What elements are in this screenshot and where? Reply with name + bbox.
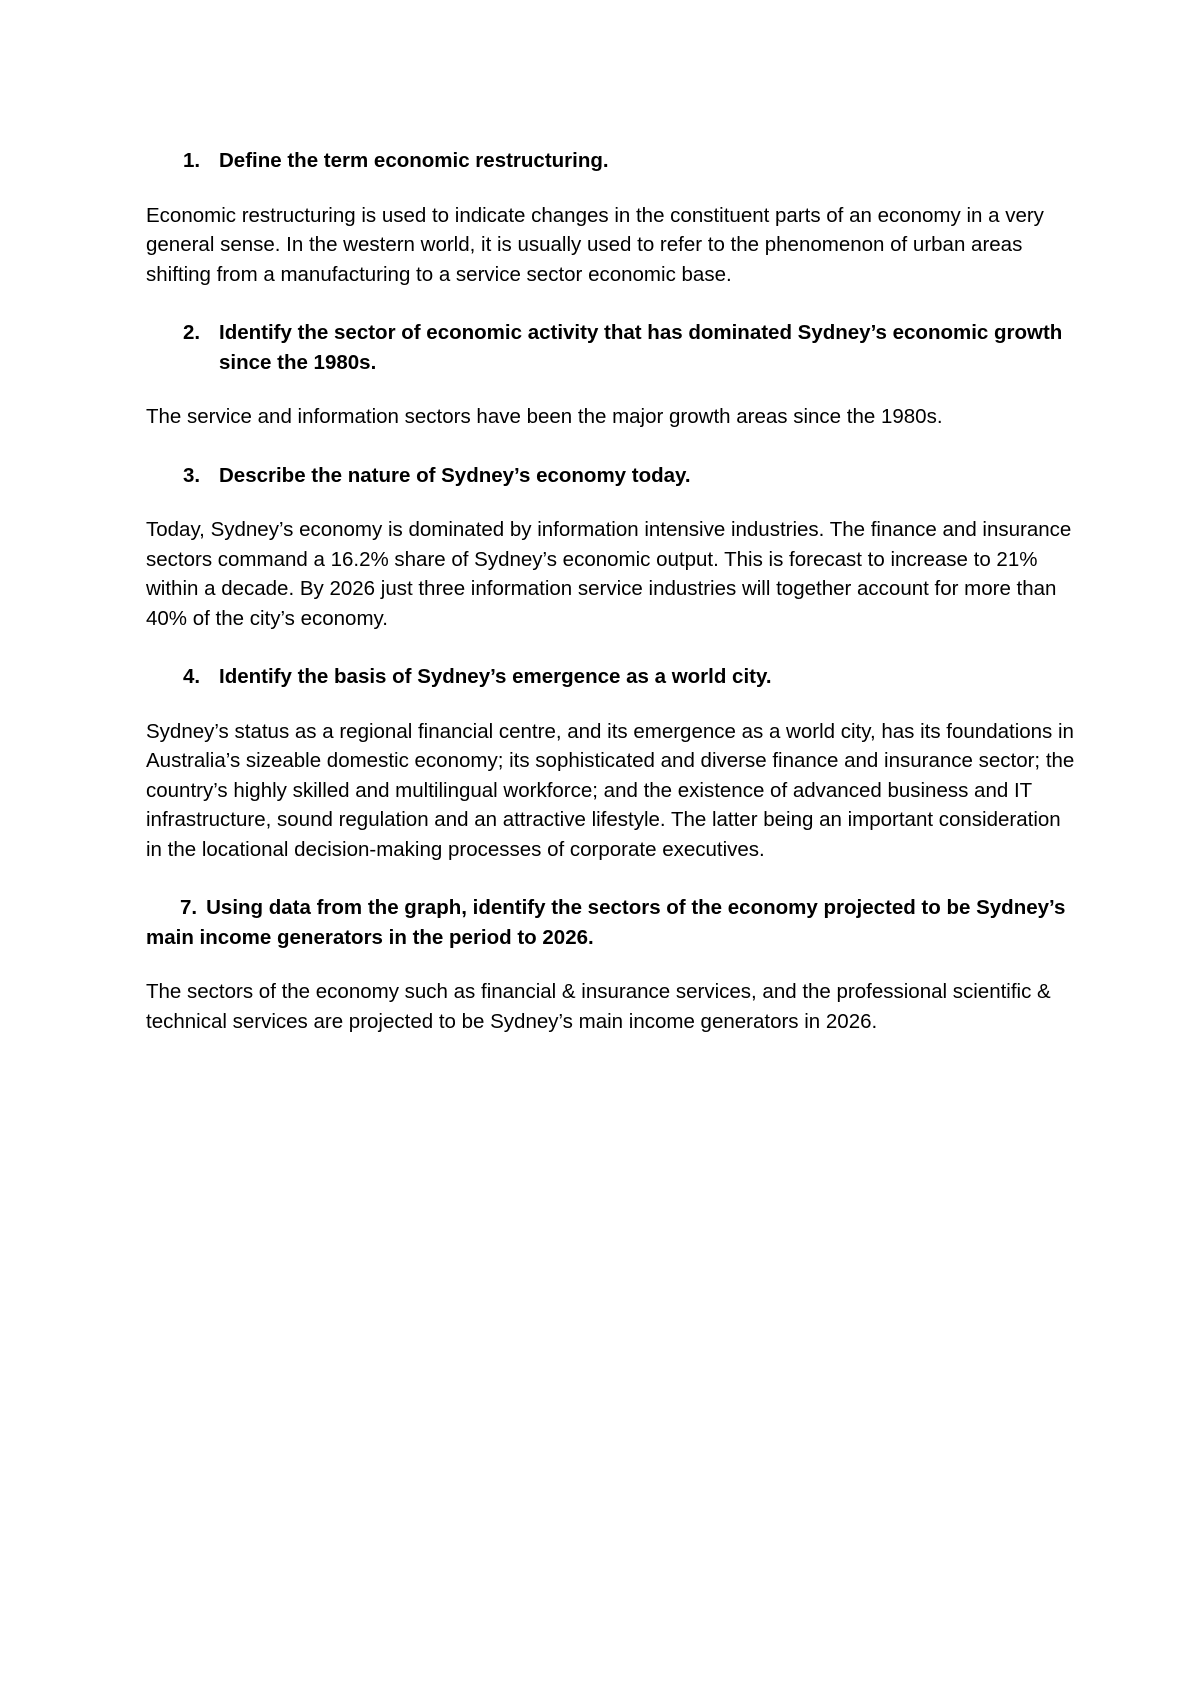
answer-1: Economic restructuring is used to indicate changes in the constituent parts of an economy in a very general sense. In the western world, it is usually used to refer to the phenomenon of urban areas shifting from a manufacturing to a service sector economic base. [146,203,1044,286]
question-text: Identify the sector of economic activity that has dominated Sydney’s economic growth since the 1980s. [219,321,1063,374]
question-2 [146,318,1076,377]
question-text: Identify the basis of Sydney’s emergence as a world city. [219,665,772,688]
answer-7: The sectors of the economy such as financial & insurance services, and the professional scientific & technical services are projected to be Sydney’s main income generators in 2026. [146,980,1051,1033]
question-number: 3. [183,463,201,487]
question-1 [146,146,1076,176]
answer-3: Today, Sydney’s economy is dominated by information intensive industries. The finance and insurance sectors command a 16.2% share of Sydney’s economic output. This is forecast to increase to 21% within a decade. By 2026 just three information service industries will together account for more than 40% of the city’s economy. [146,518,1072,630]
question-text: Define the term economic restructuring. [219,149,609,172]
question-text: Describe the nature of Sydney’s economy today. [219,463,691,487]
document-body [146,146,1076,1036]
question-text: Using data from the graph, identify the sectors of the economy projected to be Sydney’s main income generators in the period to 2026. [146,896,1066,949]
question-7 [146,893,1076,952]
answer-2: The service and information sectors have been the major growth areas since the 1980s. [146,405,943,428]
question-number: 4. [183,665,201,688]
question-number: 1. [183,149,201,172]
question-number: 2. [183,321,201,344]
answer-4: Sydney’s status as a regional financial centre, and its emergence as a world city, has its foundations in Australia’s sizeable domestic economy; its sophisticated and diverse finance and insurance sector; the country’s highly skilled and multilingual workforce; and the existence of advanced business and IT infrastructure, sound regulation and an attractive lifestyle. The latter being an important consideration in the locational decision-making processes of corporate executives. [146,719,1075,861]
question-3 [146,461,1076,491]
question-number: 7. [180,896,198,919]
question-4 [146,662,1076,692]
